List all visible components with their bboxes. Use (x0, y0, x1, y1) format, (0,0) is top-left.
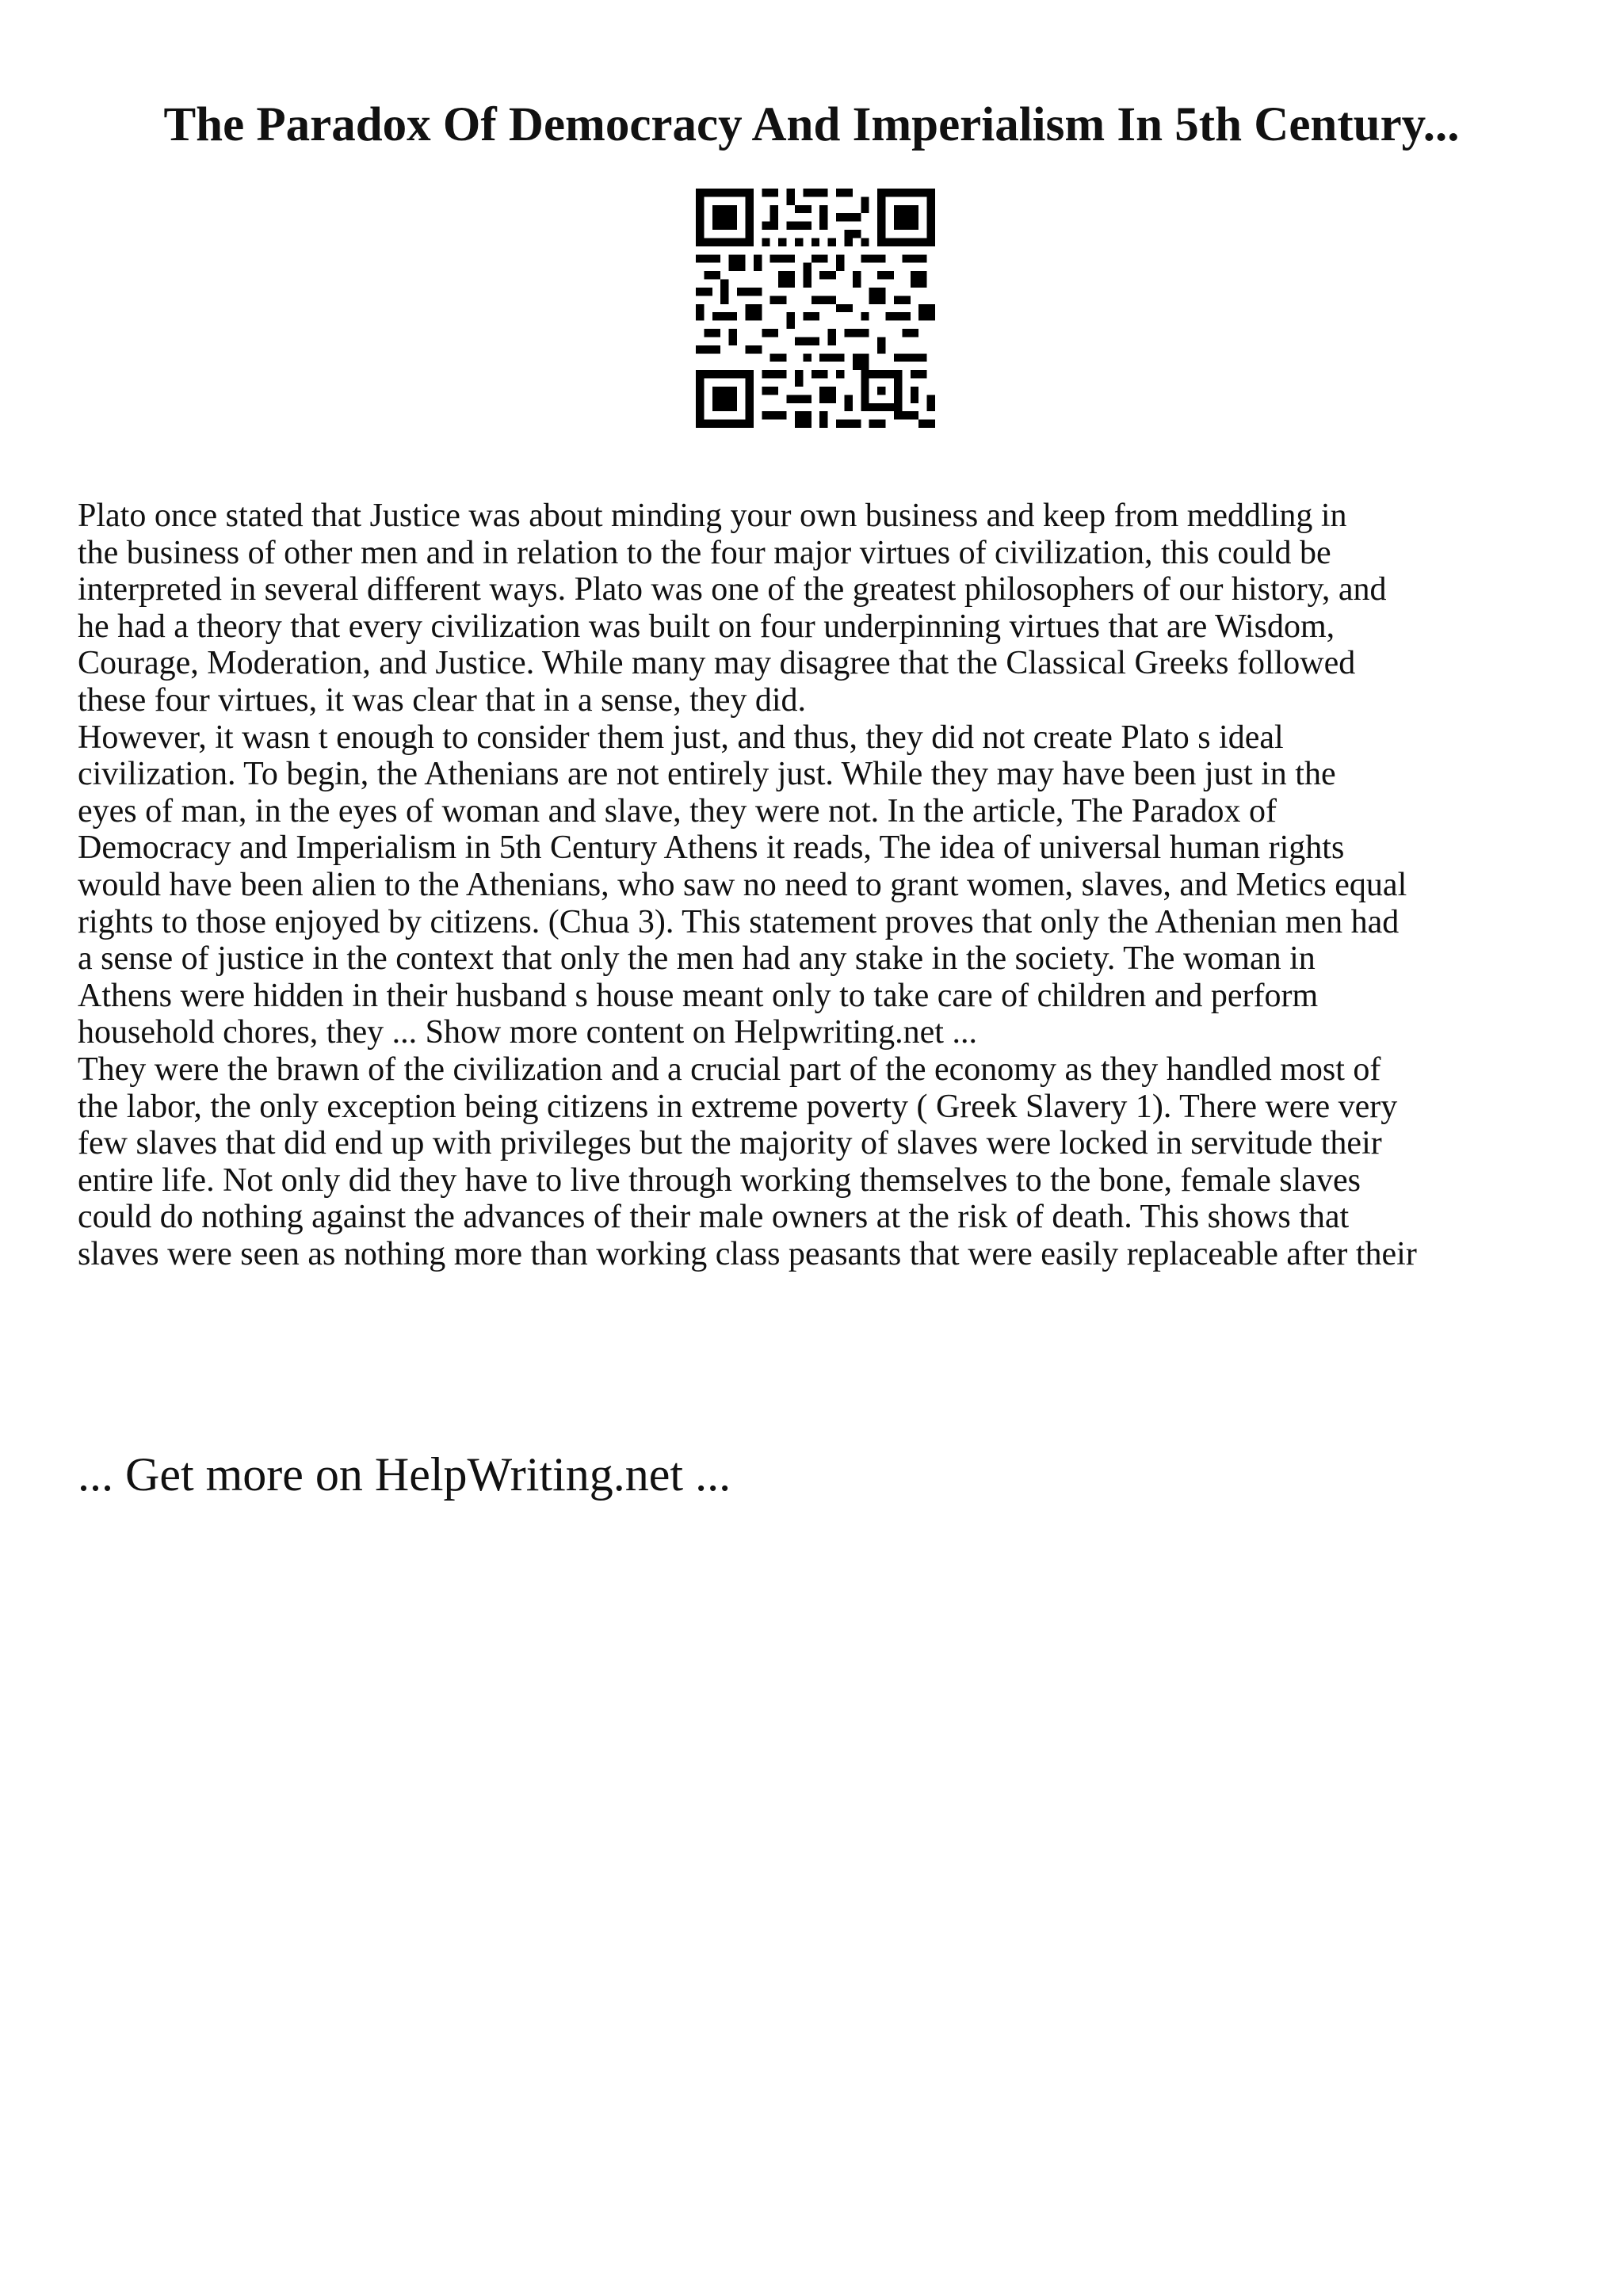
text-line: few slaves that did end up with privileges but the majority of slaves were locked in servitude their (78, 1125, 1382, 1162)
text-line: would have been alien to the Athenians, who saw no need to grant women, slaves, and Metics equal (78, 866, 1407, 903)
text-line: Courage, Moderation, and Justice. While many may disagree that the Classical Greeks followed (78, 645, 1356, 682)
document-title: The Paradox Of Democracy And Imperialism In 5th Century... (163, 98, 1460, 151)
text-line: the business of other men and in relation to the four major virtues of civilization, this could be (78, 534, 1331, 571)
qr-code-icon (696, 189, 935, 428)
text-line: slaves were seen as nothing more than working class peasants that were easily replaceable after their (78, 1235, 1417, 1272)
text-line: Plato once stated that Justice was about minding your own business and keep from meddling in (78, 498, 1347, 534)
text-line: rights to those enjoyed by citizens. (Chua 3). This statement proves that only the Athenian men had (78, 903, 1400, 940)
get-more-link[interactable]: ... Get more on HelpWriting.net ... (78, 1448, 731, 1501)
text-line: could do nothing against the advances of their male owners at the risk of death. This shows that (78, 1199, 1350, 1236)
text-line: the labor, the only exception being citizens in extreme poverty ( Greek Slavery 1). There were very (78, 1088, 1398, 1125)
text-line: Athens were hidden in their husband s house meant only to take care of children and perform (78, 977, 1319, 1014)
document-body (78, 498, 1568, 1272)
text-line: he had a theory that every civilization was built on four underpinning virtues that are Wisdom, (78, 608, 1335, 645)
text-line: eyes of man, in the eyes of woman and slave, they were not. In the article, The Paradox of (78, 792, 1277, 830)
show-more-line[interactable]: household chores, they ... Show more content on Helpwriting.net ... (78, 1014, 977, 1051)
text-line: these four virtues, it was clear that in a sense, they did. (78, 681, 807, 719)
text-line: entire life. Not only did they have to live through working themselves to the bone, female slaves (78, 1161, 1361, 1199)
paragraph-1 (78, 498, 1568, 719)
paragraph-3 (78, 1051, 1568, 1273)
text-line: However, it wasn t enough to consider them just, and thus, they did not create Plato s ideal (78, 719, 1284, 756)
text-line: They were the brawn of the civilization and a crucial part of the economy as they handled most of (78, 1051, 1381, 1088)
text-line: Democracy and Imperialism in 5th Century Athens it reads, The idea of universal human rights (78, 830, 1345, 867)
text-line: civilization. To begin, the Athenians are not entirely just. While they may have been just in the (78, 756, 1336, 793)
text-line: interpreted in several different ways. Plato was one of the greatest philosophers of our history, and (78, 571, 1387, 608)
paragraph-2 (78, 719, 1568, 1051)
text-line: a sense of justice in the context that only the men had any stake in the society. The woman in (78, 940, 1316, 978)
